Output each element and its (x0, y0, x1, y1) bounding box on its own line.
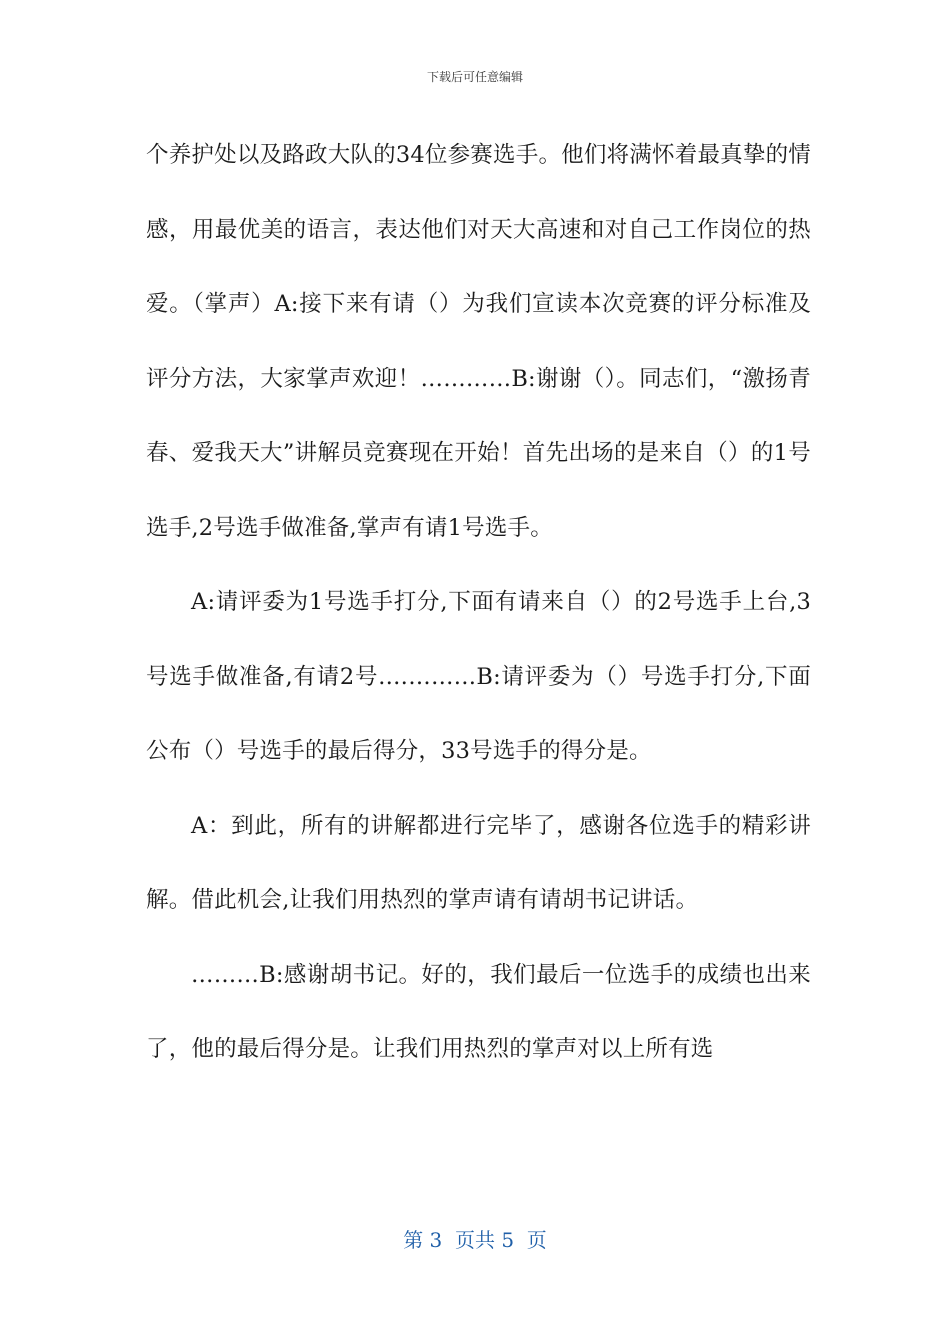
document-body (146, 118, 811, 1087)
header-note: 下载后可任意编辑 (426, 70, 523, 84)
paragraph-4: ………B:感谢胡书记。好的，我们最后一位选手的成绩也出来了，他的最后得分是。让我们用热烈的掌声对以上所有选 (146, 961, 811, 1062)
page-number-footer: 第 3 页共 5 页 (403, 1228, 547, 1252)
paragraph-1: 个养护处以及路政大队的34位参赛选手。他们将满怀着最真挚的情感，用最优美的语言，表达他们对天大高速和对自己工作岗位的热爱。（掌声）A:接下来有请（）为我们宣读本次竞赛的评分标准及评分方法，大家掌声欢迎！…………B:谢谢（）。同志们，“激扬青春、爱我天大”讲解员竞赛现在开始！首先出场的是来自（）的1号选手,2号选手做准备,掌声有请1号选手。 (146, 142, 811, 541)
paragraph-2: A:请评委为1号选手打分,下面有请来自（）的2号选手上台,3号选手做准备,有请2号.…………B:请评委为（）号选手打分,下面公布（）号选手的最后得分，33号选手的得分是。 (146, 589, 811, 764)
paragraph-3: A：到此，所有的讲解都进行完毕了，感谢各位选手的精彩讲解。借此机会,让我们用热烈的掌声请有请胡书记讲话。 (146, 812, 811, 913)
